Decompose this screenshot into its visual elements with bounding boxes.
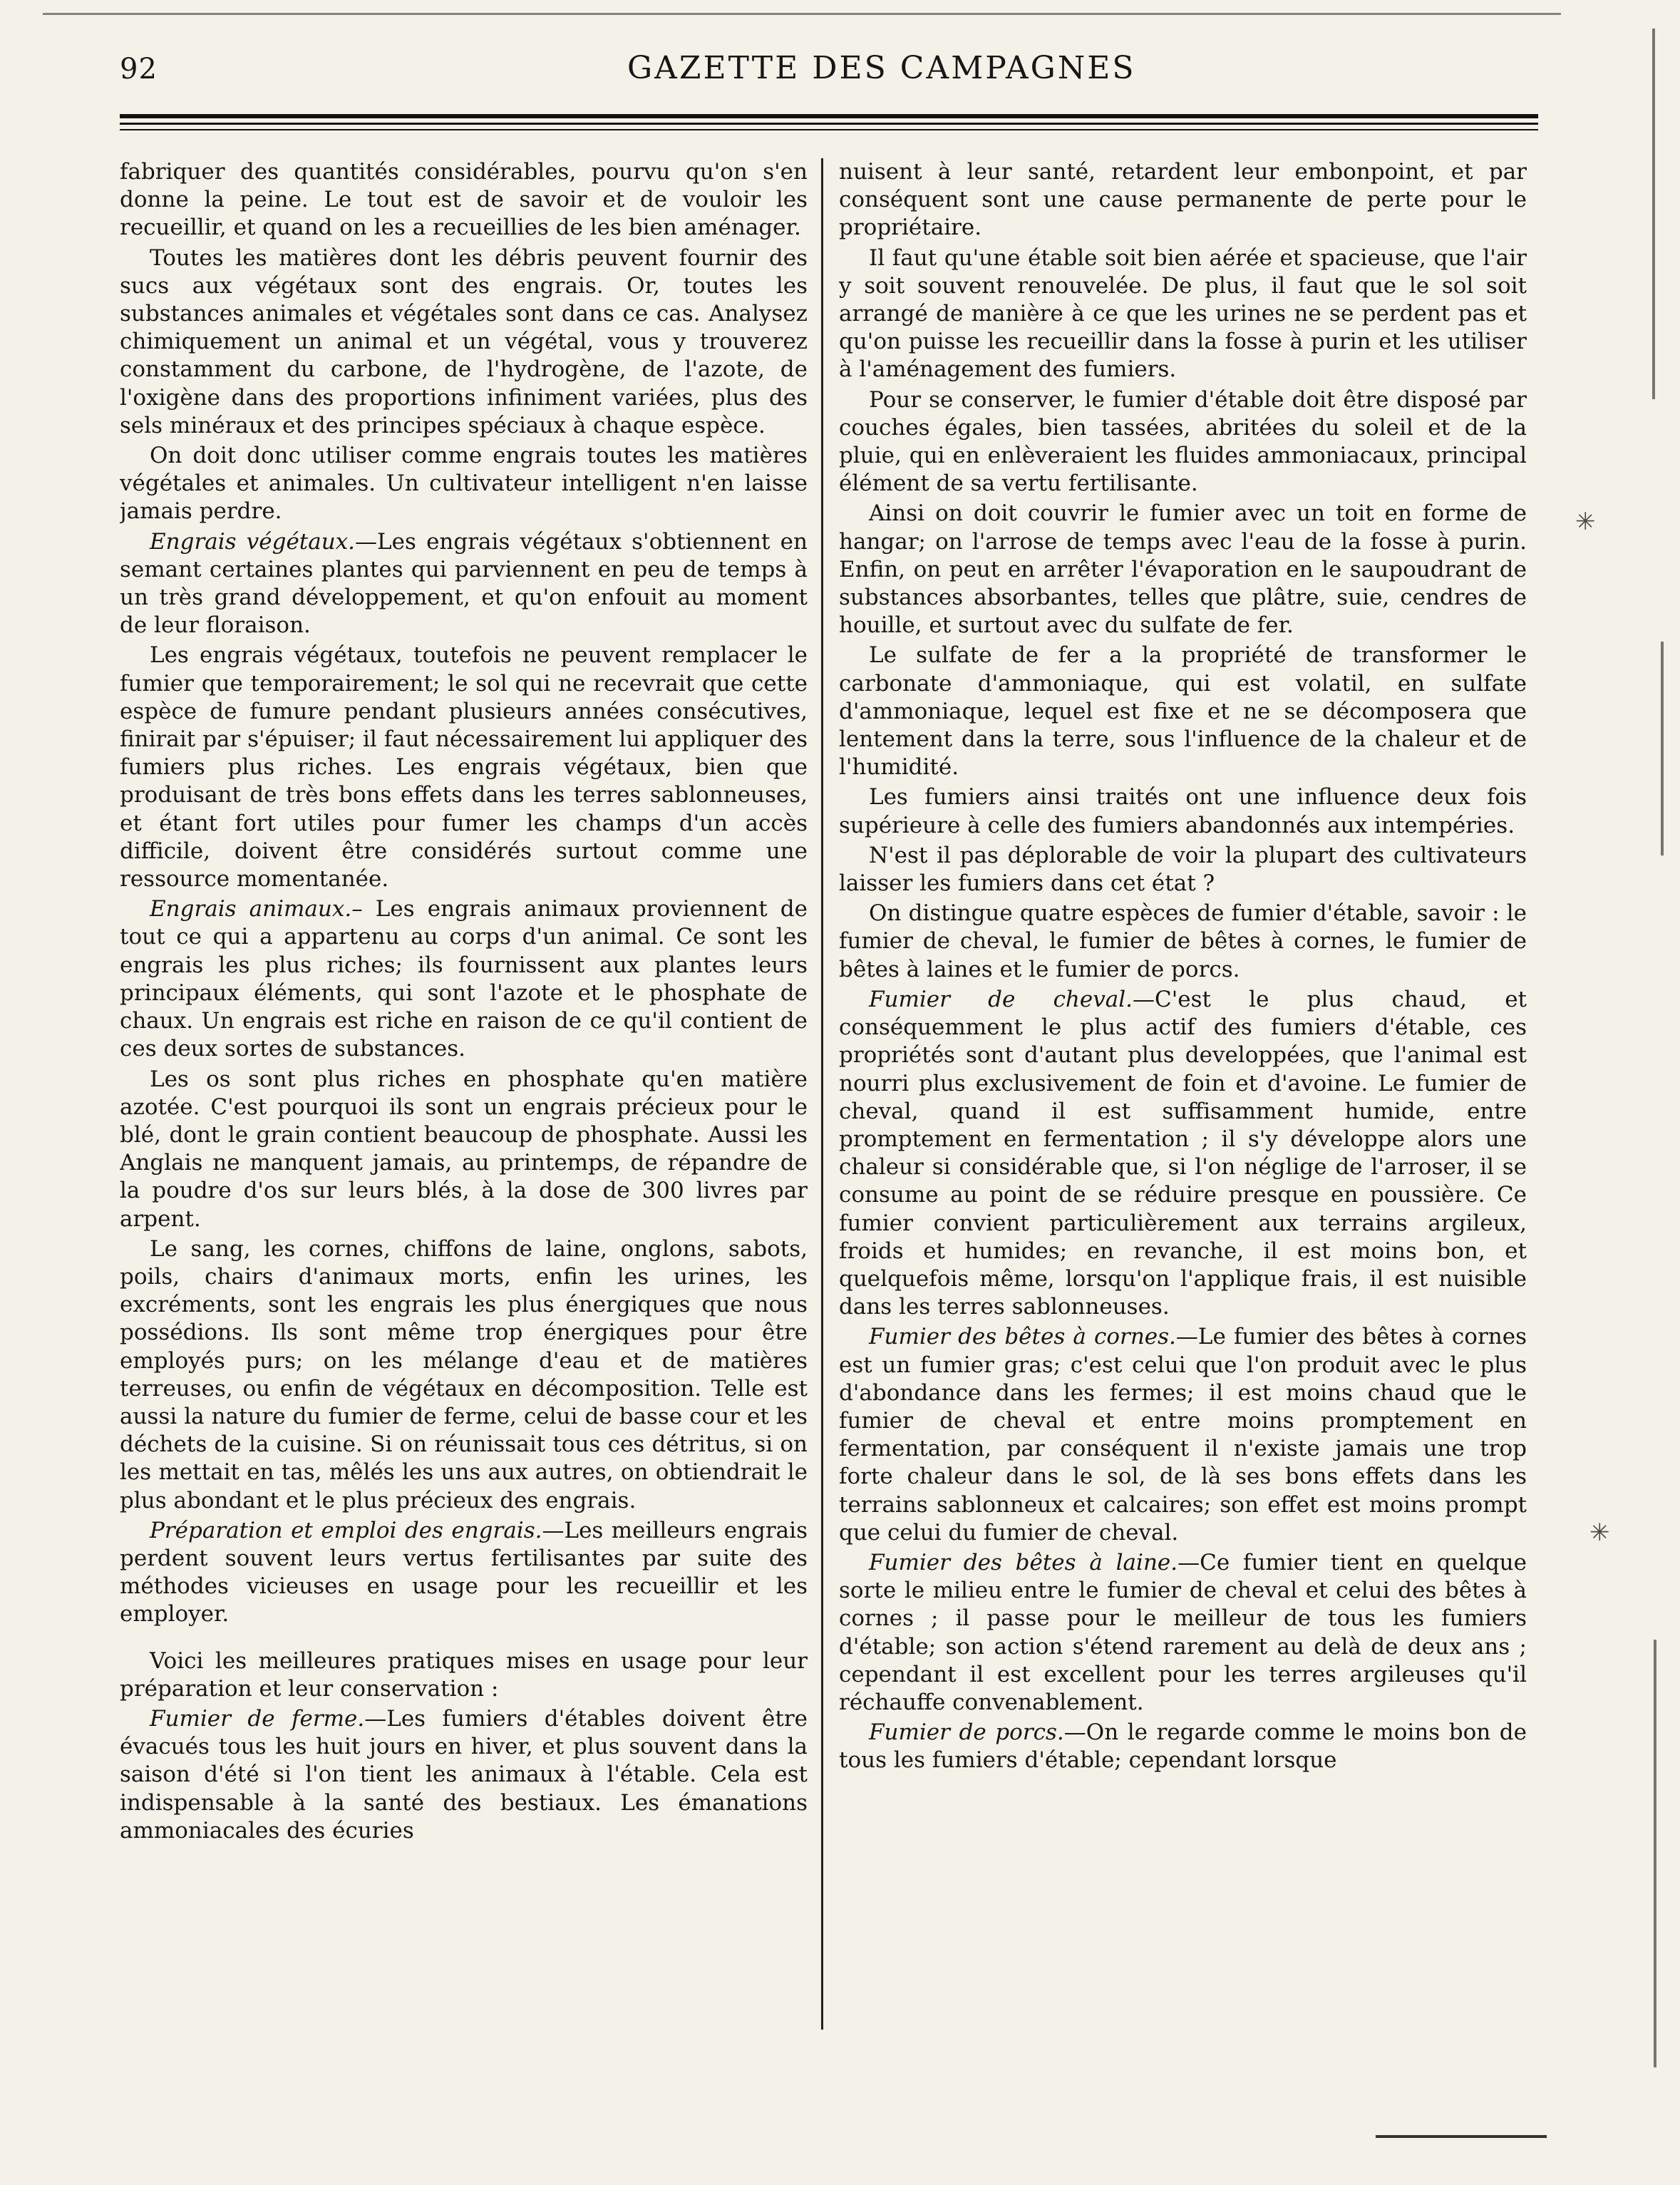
running-title: GAZETTE DES CAMPAGNES: [627, 50, 1136, 86]
paragraph: N'est il pas déplorable de voir la plupart des cultivateurs laisser les fumiers dans cet état ?: [839, 842, 1527, 897]
section-heading-fumier-ferme: Fumier de ferme.: [150, 1705, 365, 1732]
paragraph-text: —On le regarde comme le moins bon de tous les fumiers d'étable; cependant lorsque: [839, 1719, 1527, 1774]
paragraph-text: —Les fumiers d'étables doivent être évacués tous les huit jours en hiver, et plus souvent dans la saison d'été si l'on tient les animaux à l'étable. Cela est indispensable à la santé des bestiaux. Les émanations ammoniacales des écuries: [120, 1705, 808, 1844]
top-edge-line: [43, 13, 1561, 15]
paragraph: [120, 895, 808, 1063]
paragraph: [120, 1517, 808, 1629]
paragraph: [839, 1549, 1527, 1717]
bottom-rule: [1376, 2135, 1547, 2138]
paragraph-text: —Les engrais végétaux s'obtiennent en semant certaines plantes qui parviennent en peu de temps à un très grand développement, et qu'on enfouit au moment de leur floraison.: [120, 528, 808, 639]
binding-edge-mark: [1661, 642, 1664, 855]
paragraph: Voici les meilleures pratiques mises en usage pour leur préparation et leur conservation :: [120, 1647, 808, 1702]
paragraph: [839, 1323, 1527, 1547]
paragraph: [839, 1719, 1527, 1774]
binding-edge-mark: [1652, 29, 1655, 399]
header-rule-thin: [120, 129, 1538, 130]
paragraph: Il faut qu'une étable soit bien aérée et spacieuse, que l'air y soit souvent renouvelée. De plus, il faut que le sol soit arrangé de manière à ce que les urines ne se perdent pas et qu'on puisse les recueillir dans la fosse à purin et les utiliser à l'aménagement des fumiers.: [839, 245, 1527, 383]
paragraph: Toutes les matières dont les débris peuvent fournir des sucs aux végétaux sont des engrais. Or, toutes les substances animales et végétales sont dans ce cas. Analysez chimiquement un animal et un végétal, vous y trouverez constamment du carbone, de l'hydrogène, de l'azote, de l'oxigène dans des proportions infiniment variées, plus des sels minéraux et des principes spéciaux à chaque espèce.: [120, 245, 808, 438]
header-rule-thick: [120, 114, 1538, 118]
paragraph: fabriquer des quantités considérables, pourvu qu'on s'en donne la peine. Le tout est de savoir et de vouloir les recueillir, et quand on les a recueillies de les bien aménager.: [120, 159, 808, 241]
paragraph: Pour se conserver, le fumier d'étable doit être disposé par couches égales, bien tassées, abritées du soleil et de la pluie, qui en enlèveraient les fluides ammoniacaux, principal élément de sa vertu fertilisante.: [839, 386, 1527, 497]
section-heading-fumier-porcs: Fumier de porcs.: [869, 1719, 1064, 1746]
column-divider: [821, 158, 823, 2030]
paragraph-text: —Le fumier des bêtes à cornes est un fumier gras; c'est celui que l'on produit avec le plus d'abondance dans les fermes; il est moins chaud que le fumier de cheval et entre moins promptement en fermentation, par conséquent il n'existe jamais une trop forte chaleur dans le sol, de là ses bons effets dans les terrains sablonneux et calcaires; son effet est moins prompt que celui du fumier de cheval.: [839, 1324, 1527, 1546]
left-column: [120, 158, 808, 2030]
paragraph: Les fumiers ainsi traités ont une influence deux fois supérieure à celle des fumiers abandonnés aux intempéries.: [839, 784, 1527, 838]
paragraph-text: – Les engrais animaux proviennent de tout ce qui a appartenu au corps d'un animal. Ce sont les engrais les plus riches; ils fournissent aux plantes leurs principaux éléments, qui sont l'azote et le phosphate de chaux. Un engrais est riche en raison de ce qu'il contient de ces deux sortes de substances.: [120, 896, 808, 1062]
paragraph: nuisent à leur santé, retardent leur embonpoint, et par conséquent sont une cause permanente de perte pour le propriétaire.: [839, 159, 1527, 241]
paragraph-text: —Les meilleurs engrais perdent souvent leurs vertus fertilisantes par suite des méthodes vicieuses en usage pour les recueillir et les employer.: [120, 1517, 808, 1628]
paragraph: Les os sont plus riches en phosphate qu'en matière azotée. C'est pourquoi ils sont un engrais précieux pour le blé, dont le grain contient beaucoup de phosphate. Aussi les Anglais ne manquent jamais, au printemps, de répandre de la poudre d'os sur leurs blés, à la dose de 300 livres par arpent.: [120, 1066, 808, 1232]
paragraph: Le sulfate de fer a la propriété de transformer le carbonate d'ammoniaque, qui est volatil, en sulfate d'ammoniaque, lequel est fixe et ne se décomposera que lentement dans la terre, sous l'influence de la chaleur et de l'humidité.: [839, 642, 1527, 781]
right-column: [839, 158, 1527, 2030]
paragraph-text: —C'est le plus chaud, et conséquemment le plus actif des fumiers d'étable, ces propriétés sont d'autant plus developpées, que l'animal est nourri plus exclusivement de foin et d'avoine. Le fumier de cheval, quand il est suffisamment humide, entre promptement en fermentation ; il s'y développe alors une chaleur si considérable que, si l'on néglige de l'arroser, il se consume au point de se réduire presque en poussière. Ce fumier convient particulièrement aux terrains argileux, froids et humides; en revanche, il est moins bon, et quelquefois même, lorsqu'on l'applique frais, il est nuisible dans les terres sablonneuses.: [839, 986, 1527, 1320]
article-body: [120, 158, 1538, 2030]
margin-ink-mark: ✳: [1575, 508, 1596, 536]
paragraph: Le sang, les cornes, chiffons de laine, onglons, sabots, poils, chairs d'animaux morts, enfin les urines, les excréments, sont les engrais les plus énergiques que nous possédions. Ils sont même trop énergiques pour être employés purs; on les mélange d'eau et de matières terreuses, ou enfin de végétaux en décomposition. Telle est aussi la nature du fumier de ferme, celui de basse cour et les déchets de la cuisine. Si on réunissait tous ces détritus, si on les mettait en tas, mêlés les uns aux autres, on obtiendrait le plus abondant et le plus précieux des engrais.: [120, 1235, 808, 1513]
paragraph-text: —Ce fumier tient en quelque sorte le milieu entre le fumier de cheval et celui des bêtes à cornes ; il passe pour le meilleur de tous les fumiers d'étable; son action s'étend rarement au delà de deux ans ; cependant il est excellent pour les terres argileuses qu'il réchauffe convenablement.: [839, 1549, 1527, 1715]
section-heading-preparation: Préparation et emploi des engrais.: [150, 1517, 542, 1543]
section-heading-fumier-cheval: Fumier de cheval.: [869, 986, 1133, 1012]
paragraph: On doit donc utiliser comme engrais toutes les matières végétales et animales. Un cultivateur intelligent n'en laisse jamais perdre.: [120, 443, 808, 525]
paragraph: On distingue quatre espèces de fumier d'étable, savoir : le fumier de cheval, le fumier de bêtes à cornes, le fumier de bêtes à laines et le fumier de porcs.: [839, 900, 1527, 982]
paragraph: [839, 986, 1527, 1321]
section-heading-engrais-vegetaux: Engrais végétaux.: [150, 528, 356, 555]
binding-edge-mark: [1654, 1640, 1656, 2067]
section-heading-fumier-laine: Fumier des bêtes à laine.: [869, 1549, 1178, 1575]
paragraph: [120, 528, 808, 640]
paragraph: Ainsi on doit couvrir le fumier avec un toit en forme de hangar; on l'arrose de temps avec l'eau de la fosse à purin. Enfin, on peut en arrêter l'évaporation en le saupoudrant de substances absorbantes, telles que plâtre, suie, cendres de houille, et surtout avec du sulfate de fer.: [839, 500, 1527, 639]
margin-ink-mark: ✳: [1589, 1518, 1610, 1547]
paragraph: [120, 1705, 808, 1845]
paragraph: Les engrais végétaux, toutefois ne peuvent remplacer le fumier que temporairement; le sol qui ne recevrait que cette espèce de fumure pendant plusieurs années consécutives, finirait par s'épuiser; il faut nécessairement lui appliquer des fumiers plus riches. Les engrais végétaux, bien que produisant de très bons effets dans les terres sablonneuses, et étant fort utiles pour fumer les champs d'un accès difficile, doivent être considérés surtout comme une ressource momentanée.: [120, 642, 808, 893]
section-heading-fumier-cornes: Fumier des bêtes à cornes.: [869, 1324, 1176, 1350]
section-heading-engrais-animaux: Engrais animaux.: [150, 896, 352, 922]
page-number: 92: [120, 53, 158, 86]
header-rule-middle: [120, 123, 1538, 125]
